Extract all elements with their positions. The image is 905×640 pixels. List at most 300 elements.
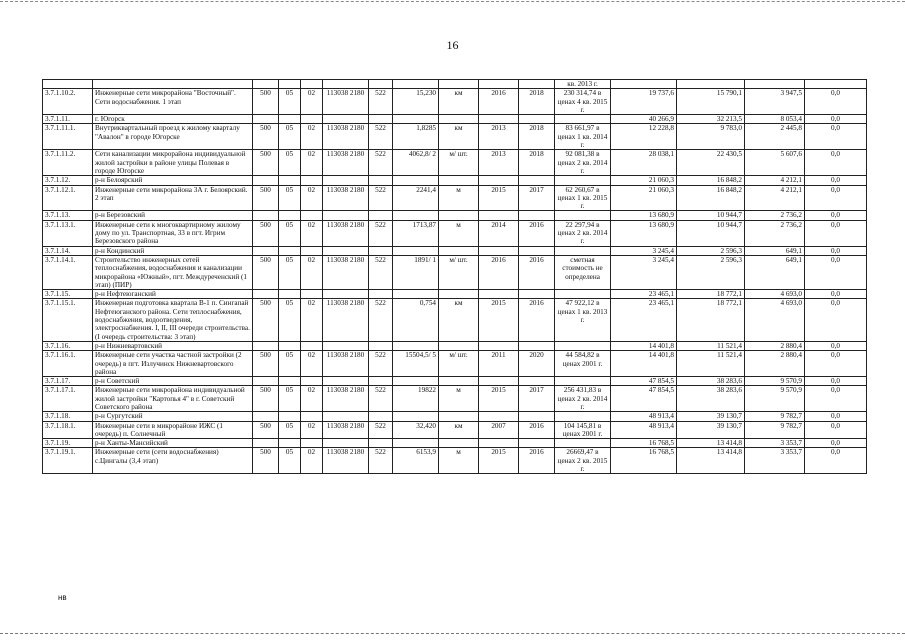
cell-name: г. Югорск bbox=[93, 115, 253, 124]
cell-code: 3.7.1.11.2. bbox=[43, 150, 93, 176]
cell-name: Сети канализации микрорайона индивидуальной жилой застройки в районе улицы Полевая в городе Югорске bbox=[93, 150, 253, 176]
cell-capacity: 32,420 bbox=[393, 421, 439, 439]
cell-start-year: 2016 bbox=[479, 89, 519, 115]
cell-estimated-cost: 83 661,97 в ценах 1 кв. 2014 г. bbox=[555, 124, 611, 150]
cell-section: 05 bbox=[279, 299, 301, 341]
program-table bbox=[42, 79, 867, 474]
cell-target-article: 113038 2180 bbox=[323, 299, 369, 341]
cell-code: 3.7.1.12. bbox=[43, 176, 93, 185]
cell-district-budget: 11 521,4 bbox=[677, 341, 745, 350]
cell-municipal-budget: 2 880,4 bbox=[745, 341, 805, 350]
cell-target-article bbox=[323, 176, 369, 185]
cell-total-amount: 47 854,5 bbox=[611, 377, 677, 386]
cell-grbs bbox=[253, 290, 279, 299]
cell-code: 3.7.1.15.1. bbox=[43, 299, 93, 341]
cell-target-article bbox=[323, 290, 369, 299]
cell-total-amount: 12 228,8 bbox=[611, 124, 677, 150]
cell-grbs: 500 bbox=[253, 89, 279, 115]
cell-start-year bbox=[479, 290, 519, 299]
cell-district-budget: 39 130,7 bbox=[677, 412, 745, 421]
cell-code: 3.7.1.16. bbox=[43, 341, 93, 350]
cell-capacity: 2241,4 bbox=[393, 185, 439, 211]
cell-capacity: 1713,87 bbox=[393, 220, 439, 246]
cell-start-year: 2015 bbox=[479, 185, 519, 211]
cell-municipal-budget: 2 736,2 bbox=[745, 211, 805, 220]
table-row bbox=[43, 246, 867, 255]
cell-end-year: 2018 bbox=[519, 89, 555, 115]
cell-estimated-cost: 230 314,74 в ценах 4 кв. 2015 г. bbox=[555, 89, 611, 115]
cell-capacity: 1,8285 bbox=[393, 124, 439, 150]
cell-target-article: 113038 2180 bbox=[323, 220, 369, 246]
table-row bbox=[43, 185, 867, 211]
table-row bbox=[43, 299, 867, 341]
cell-name bbox=[93, 80, 253, 89]
cell-estimated-cost: сметная стоимость не определена bbox=[555, 255, 611, 289]
cell-section: 05 bbox=[279, 351, 301, 377]
cell-start-year bbox=[479, 377, 519, 386]
cell-end-year bbox=[519, 412, 555, 421]
cell-district-budget: 13 414,8 bbox=[677, 439, 745, 448]
cell-end-year: 2018 bbox=[519, 124, 555, 150]
cell-name: Строительство инженерных сетей теплоснабжения, водоснабжения и канализации микрорайона «Южный», пгт. Междуреченский (1 этап) (ПИР) bbox=[93, 255, 253, 289]
cell-end-year bbox=[519, 115, 555, 124]
cell-code: 3.7.1.13.1. bbox=[43, 220, 93, 246]
cell-section bbox=[279, 439, 301, 448]
cell-total-amount: 28 038,1 bbox=[611, 150, 677, 176]
cell-subsection: 02 bbox=[301, 89, 323, 115]
cell-start-year: 2013 bbox=[479, 124, 519, 150]
cell-unit: м bbox=[439, 185, 479, 211]
cell-capacity bbox=[393, 80, 439, 89]
cell-end-year: 2020 bbox=[519, 351, 555, 377]
cell-unit: м bbox=[439, 448, 479, 474]
cell-end-year bbox=[519, 176, 555, 185]
cell-other-sources: 0,0 bbox=[805, 341, 867, 350]
cell-total-amount: 48 913,4 bbox=[611, 412, 677, 421]
cell-municipal-budget: 3 947,5 bbox=[745, 89, 805, 115]
cell-end-year bbox=[519, 211, 555, 220]
cell-subsection bbox=[301, 176, 323, 185]
cell-capacity: 4062,8/ 2 bbox=[393, 150, 439, 176]
cell-section bbox=[279, 377, 301, 386]
cell-code: 3.7.1.14.1. bbox=[43, 255, 93, 289]
cell-grbs: 500 bbox=[253, 421, 279, 439]
cell-expense-type: 522 bbox=[369, 299, 393, 341]
cell-end-year: 2016 bbox=[519, 421, 555, 439]
cell-other-sources: 0,0 bbox=[805, 185, 867, 211]
cell-name: Инженерные сети участка частной застройки (2 очередь) в пгт. Излучинск Нижневартовского района bbox=[93, 351, 253, 377]
cell-start-year: 2015 bbox=[479, 386, 519, 412]
table-row bbox=[43, 89, 867, 115]
table-row bbox=[43, 439, 867, 448]
cell-target-article: 113038 2180 bbox=[323, 89, 369, 115]
cell-code: 3.7.1.12.1. bbox=[43, 185, 93, 211]
cell-expense-type bbox=[369, 80, 393, 89]
cell-capacity bbox=[393, 439, 439, 448]
cell-estimated-cost bbox=[555, 412, 611, 421]
cell-district-budget: 22 430,5 bbox=[677, 150, 745, 176]
cell-code: 3.7.1.19.1. bbox=[43, 448, 93, 474]
cell-target-article bbox=[323, 115, 369, 124]
cell-municipal-budget: 4 212,1 bbox=[745, 176, 805, 185]
cell-other-sources: 0,0 bbox=[805, 386, 867, 412]
cell-estimated-cost: 47 922,12 в ценах 1 кв. 2013 г. bbox=[555, 299, 611, 341]
cell-expense-type: 522 bbox=[369, 448, 393, 474]
cell-code: 3.7.1.17. bbox=[43, 377, 93, 386]
cell-section: 05 bbox=[279, 386, 301, 412]
cell-municipal-budget: 9 782,7 bbox=[745, 412, 805, 421]
cell-start-year bbox=[479, 211, 519, 220]
cell-target-article: 113038 2180 bbox=[323, 448, 369, 474]
cell-subsection: 02 bbox=[301, 124, 323, 150]
cell-municipal-budget: 9 570,9 bbox=[745, 386, 805, 412]
cell-name: р-н Белоярский bbox=[93, 176, 253, 185]
cell-district-budget: 10 944,7 bbox=[677, 211, 745, 220]
cell-subsection bbox=[301, 115, 323, 124]
cell-section bbox=[279, 211, 301, 220]
cell-end-year bbox=[519, 80, 555, 89]
cell-grbs: 500 bbox=[253, 448, 279, 474]
cell-unit bbox=[439, 246, 479, 255]
cell-end-year bbox=[519, 290, 555, 299]
cell-target-article: 113038 2180 bbox=[323, 150, 369, 176]
cell-expense-type bbox=[369, 211, 393, 220]
table-row bbox=[43, 150, 867, 176]
cell-other-sources: 0,0 bbox=[805, 124, 867, 150]
cell-end-year: 2016 bbox=[519, 448, 555, 474]
cell-expense-type bbox=[369, 176, 393, 185]
cell-target-article bbox=[323, 439, 369, 448]
cell-capacity: 19822 bbox=[393, 386, 439, 412]
cell-code bbox=[43, 80, 93, 89]
cell-end-year bbox=[519, 246, 555, 255]
cell-start-year bbox=[479, 246, 519, 255]
cell-code: 3.7.1.18.1. bbox=[43, 421, 93, 439]
cell-other-sources: 0,0 bbox=[805, 115, 867, 124]
cell-name: Инженерная подготовка квартала В-1 п. Сингапай Нефтеюганского района. Сети теплоснабжения, водоснабжения, водоотведения, электроснабжения. I, II, III очереди строительства. (I очередь строительства: 3 этап) bbox=[93, 299, 253, 341]
cell-subsection bbox=[301, 377, 323, 386]
cell-district-budget: 32 213,5 bbox=[677, 115, 745, 124]
cell-estimated-cost bbox=[555, 246, 611, 255]
cell-start-year bbox=[479, 412, 519, 421]
cell-section: 05 bbox=[279, 220, 301, 246]
cell-expense-type: 522 bbox=[369, 185, 393, 211]
cell-estimated-cost bbox=[555, 115, 611, 124]
table-row bbox=[43, 341, 867, 350]
cell-total-amount: 48 913,4 bbox=[611, 421, 677, 439]
cell-grbs bbox=[253, 341, 279, 350]
table-row bbox=[43, 351, 867, 377]
cell-capacity: 15504,5/ 5 bbox=[393, 351, 439, 377]
table-row bbox=[43, 176, 867, 185]
cell-unit: м/ шт. bbox=[439, 255, 479, 289]
cell-district-budget bbox=[677, 80, 745, 89]
cell-expense-type: 522 bbox=[369, 255, 393, 289]
table-row bbox=[43, 386, 867, 412]
cell-municipal-budget: 8 053,4 bbox=[745, 115, 805, 124]
cell-capacity: 15,230 bbox=[393, 89, 439, 115]
cell-other-sources: 0,0 bbox=[805, 421, 867, 439]
cell-capacity bbox=[393, 115, 439, 124]
table-row bbox=[43, 115, 867, 124]
cell-start-year bbox=[479, 115, 519, 124]
cell-start-year: 2013 bbox=[479, 150, 519, 176]
cell-target-article: 113038 2180 bbox=[323, 185, 369, 211]
cell-name: Инженерные сети в микрорайоне ИЖС (1 очередь) п. Солнечный bbox=[93, 421, 253, 439]
cell-subsection: 02 bbox=[301, 299, 323, 341]
cell-code: 3.7.1.18. bbox=[43, 412, 93, 421]
cell-grbs bbox=[253, 176, 279, 185]
cell-expense-type: 522 bbox=[369, 386, 393, 412]
cell-subsection bbox=[301, 341, 323, 350]
cell-expense-type bbox=[369, 412, 393, 421]
cell-total-amount: 16 768,5 bbox=[611, 448, 677, 474]
cell-other-sources: 0,0 bbox=[805, 412, 867, 421]
cell-other-sources bbox=[805, 80, 867, 89]
cell-unit: м bbox=[439, 220, 479, 246]
cell-start-year: 2014 bbox=[479, 220, 519, 246]
cell-section bbox=[279, 176, 301, 185]
cell-code: 3.7.1.11.1. bbox=[43, 124, 93, 150]
cell-subsection bbox=[301, 211, 323, 220]
cell-section bbox=[279, 290, 301, 299]
cell-capacity bbox=[393, 211, 439, 220]
table-row bbox=[43, 220, 867, 246]
cell-subsection: 02 bbox=[301, 421, 323, 439]
cell-start-year: 2011 bbox=[479, 351, 519, 377]
cell-start-year bbox=[479, 80, 519, 89]
cell-municipal-budget: 9 782,7 bbox=[745, 421, 805, 439]
cell-other-sources: 0,0 bbox=[805, 439, 867, 448]
table-row bbox=[43, 421, 867, 439]
cell-start-year: 2007 bbox=[479, 421, 519, 439]
cell-capacity: 0,754 bbox=[393, 299, 439, 341]
cell-unit: км bbox=[439, 299, 479, 341]
cell-total-amount: 47 854,5 bbox=[611, 386, 677, 412]
cell-municipal-budget: 4 693,0 bbox=[745, 290, 805, 299]
cell-subsection bbox=[301, 80, 323, 89]
cell-name: Инженерные сети микрорайона индивидуальной жилой застройки "Картопья 4" в г. Советский Советского района bbox=[93, 386, 253, 412]
cell-subsection bbox=[301, 412, 323, 421]
cell-estimated-cost: 256 431,83 в ценах 2 кв. 2014 г. bbox=[555, 386, 611, 412]
cell-expense-type bbox=[369, 246, 393, 255]
cell-unit bbox=[439, 290, 479, 299]
cell-section: 05 bbox=[279, 255, 301, 289]
cell-grbs bbox=[253, 211, 279, 220]
cell-grbs bbox=[253, 246, 279, 255]
cell-subsection: 02 bbox=[301, 351, 323, 377]
cell-total-amount: 19 737,6 bbox=[611, 89, 677, 115]
cell-other-sources: 0,0 bbox=[805, 377, 867, 386]
cell-estimated-cost: 44 584,82 в ценах 2001 г. bbox=[555, 351, 611, 377]
cell-subsection: 02 bbox=[301, 220, 323, 246]
cell-other-sources: 0,0 bbox=[805, 176, 867, 185]
cell-subsection: 02 bbox=[301, 255, 323, 289]
cell-total-amount bbox=[611, 80, 677, 89]
cell-start-year bbox=[479, 341, 519, 350]
cell-end-year bbox=[519, 439, 555, 448]
table-container bbox=[42, 79, 866, 474]
cell-subsection bbox=[301, 290, 323, 299]
table-row bbox=[43, 124, 867, 150]
cell-end-year: 2017 bbox=[519, 185, 555, 211]
cell-code: 3.7.1.16.1. bbox=[43, 351, 93, 377]
cell-name: р-н Сургутский bbox=[93, 412, 253, 421]
cell-municipal-budget: 649,1 bbox=[745, 246, 805, 255]
cell-estimated-cost: 22 297,94 в ценах 2 кв. 2014 г. bbox=[555, 220, 611, 246]
cell-end-year: 2016 bbox=[519, 220, 555, 246]
cell-name: Инженерные сети микрорайона "Восточный". Сети водоснабжения. 1 этап bbox=[93, 89, 253, 115]
cell-other-sources: 0,0 bbox=[805, 351, 867, 377]
cell-capacity bbox=[393, 176, 439, 185]
cell-unit bbox=[439, 439, 479, 448]
cell-target-article bbox=[323, 246, 369, 255]
scan-edge-top bbox=[0, 1, 905, 2]
cell-total-amount: 14 401,8 bbox=[611, 351, 677, 377]
cell-municipal-budget: 2 445,8 bbox=[745, 124, 805, 150]
cell-district-budget: 2 596,3 bbox=[677, 255, 745, 289]
cell-total-amount: 3 245,4 bbox=[611, 246, 677, 255]
table-body bbox=[43, 80, 867, 474]
cell-unit bbox=[439, 377, 479, 386]
cell-target-article: 113038 2180 bbox=[323, 255, 369, 289]
cell-target-article: 113038 2180 bbox=[323, 124, 369, 150]
cell-unit: м/ шт. bbox=[439, 150, 479, 176]
cell-subsection bbox=[301, 439, 323, 448]
cell-start-year: 2015 bbox=[479, 448, 519, 474]
cell-code: 3.7.1.14. bbox=[43, 246, 93, 255]
cell-name: Инженерные сети (сети водоснабжения) с.Цингалы (3,4 этап) bbox=[93, 448, 253, 474]
cell-grbs bbox=[253, 80, 279, 89]
cell-total-amount: 14 401,8 bbox=[611, 341, 677, 350]
cell-grbs: 500 bbox=[253, 150, 279, 176]
cell-section bbox=[279, 341, 301, 350]
cell-code: 3.7.1.17.1. bbox=[43, 386, 93, 412]
cell-unit bbox=[439, 341, 479, 350]
table-row bbox=[43, 255, 867, 289]
cell-section: 05 bbox=[279, 89, 301, 115]
table-row bbox=[43, 211, 867, 220]
cell-unit: км bbox=[439, 124, 479, 150]
cell-district-budget: 38 283,6 bbox=[677, 377, 745, 386]
cell-grbs: 500 bbox=[253, 185, 279, 211]
cell-capacity bbox=[393, 412, 439, 421]
cell-municipal-budget: 3 353,7 bbox=[745, 448, 805, 474]
cell-district-budget: 39 130,7 bbox=[677, 421, 745, 439]
cell-section: 05 bbox=[279, 421, 301, 439]
cell-estimated-cost bbox=[555, 290, 611, 299]
cell-other-sources: 0,0 bbox=[805, 89, 867, 115]
cell-estimated-cost: кв. 2013 г. bbox=[555, 80, 611, 89]
cell-municipal-budget: 5 607,6 bbox=[745, 150, 805, 176]
cell-end-year: 2016 bbox=[519, 299, 555, 341]
cell-code: 3.7.1.19. bbox=[43, 439, 93, 448]
cell-unit bbox=[439, 211, 479, 220]
scan-edge-bottom bbox=[0, 633, 905, 634]
cell-subsection bbox=[301, 246, 323, 255]
cell-grbs: 500 bbox=[253, 220, 279, 246]
cell-grbs: 500 bbox=[253, 386, 279, 412]
cell-unit: м bbox=[439, 386, 479, 412]
cell-name: Инженерные сети микрорайона 3А г. Белоярский. 2 этап bbox=[93, 185, 253, 211]
cell-other-sources: 0,0 bbox=[805, 211, 867, 220]
cell-estimated-cost: 26669,47 в ценах 2 кв. 2015 г. bbox=[555, 448, 611, 474]
cell-section bbox=[279, 246, 301, 255]
table-row bbox=[43, 448, 867, 474]
cell-capacity bbox=[393, 341, 439, 350]
cell-name: р-н Советский bbox=[93, 377, 253, 386]
cell-grbs: 500 bbox=[253, 255, 279, 289]
cell-target-article bbox=[323, 412, 369, 421]
page-number: 16 bbox=[446, 38, 459, 52]
cell-district-budget: 16 848,2 bbox=[677, 176, 745, 185]
cell-section bbox=[279, 80, 301, 89]
cell-capacity bbox=[393, 377, 439, 386]
cell-expense-type: 522 bbox=[369, 150, 393, 176]
cell-expense-type bbox=[369, 290, 393, 299]
cell-total-amount: 23 465,1 bbox=[611, 299, 677, 341]
cell-code: 3.7.1.10.2. bbox=[43, 89, 93, 115]
cell-total-amount: 13 680,9 bbox=[611, 220, 677, 246]
cell-code: 3.7.1.13. bbox=[43, 211, 93, 220]
cell-target-article: 113038 2180 bbox=[323, 386, 369, 412]
cell-expense-type: 522 bbox=[369, 89, 393, 115]
cell-municipal-budget: 4 212,1 bbox=[745, 185, 805, 211]
cell-expense-type: 522 bbox=[369, 124, 393, 150]
cell-subsection: 02 bbox=[301, 386, 323, 412]
cell-total-amount: 13 680,9 bbox=[611, 211, 677, 220]
cell-name: Внутриквартальный проезд к жилому кварталу "Авалон" в городе Югорске bbox=[93, 124, 253, 150]
cell-target-article: 113038 2180 bbox=[323, 351, 369, 377]
cell-grbs bbox=[253, 115, 279, 124]
cell-end-year bbox=[519, 377, 555, 386]
cell-capacity bbox=[393, 246, 439, 255]
cell-subsection: 02 bbox=[301, 150, 323, 176]
cell-total-amount: 16 768,5 bbox=[611, 439, 677, 448]
table-row bbox=[43, 412, 867, 421]
cell-expense-type bbox=[369, 341, 393, 350]
cell-estimated-cost bbox=[555, 439, 611, 448]
cell-start-year: 2016 bbox=[479, 255, 519, 289]
cell-expense-type: 522 bbox=[369, 421, 393, 439]
cell-grbs bbox=[253, 439, 279, 448]
cell-code: 3.7.1.11. bbox=[43, 115, 93, 124]
cell-unit bbox=[439, 412, 479, 421]
cell-other-sources: 0,0 bbox=[805, 220, 867, 246]
table-row bbox=[43, 377, 867, 386]
cell-other-sources: 0,0 bbox=[805, 299, 867, 341]
cell-end-year: 2018 bbox=[519, 150, 555, 176]
cell-estimated-cost bbox=[555, 176, 611, 185]
cell-district-budget: 16 848,2 bbox=[677, 185, 745, 211]
cell-grbs: 500 bbox=[253, 351, 279, 377]
cell-expense-type: 522 bbox=[369, 351, 393, 377]
cell-total-amount: 21 060,3 bbox=[611, 176, 677, 185]
cell-municipal-budget: 2 736,2 bbox=[745, 220, 805, 246]
cell-end-year: 2017 bbox=[519, 386, 555, 412]
cell-district-budget: 18 772,1 bbox=[677, 290, 745, 299]
cell-other-sources: 0,0 bbox=[805, 255, 867, 289]
cell-name: р-н Кондинский bbox=[93, 246, 253, 255]
footer-mark: нв bbox=[58, 593, 67, 602]
cell-name: р-н Березовский bbox=[93, 211, 253, 220]
cell-section: 05 bbox=[279, 448, 301, 474]
cell-section: 05 bbox=[279, 124, 301, 150]
table-row bbox=[43, 80, 867, 89]
cell-grbs: 500 bbox=[253, 124, 279, 150]
cell-section bbox=[279, 412, 301, 421]
cell-total-amount: 21 060,3 bbox=[611, 185, 677, 211]
